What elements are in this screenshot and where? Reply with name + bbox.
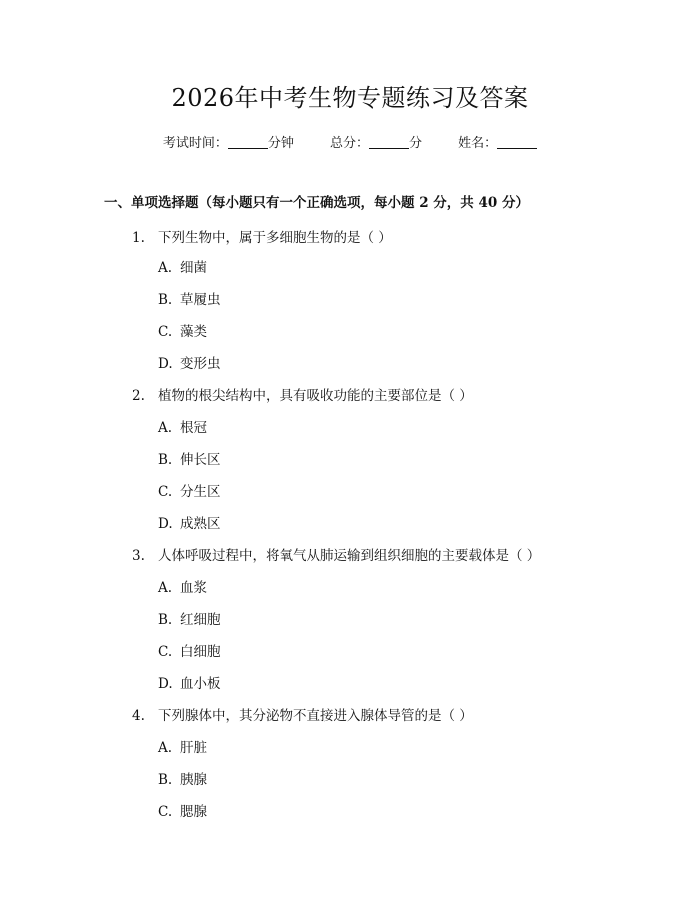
option-text: 伸长区 [180,452,221,468]
question-text: 植物的根尖结构中，具有吸收功能的主要部位是（ ） [158,388,473,404]
option-1a [158,256,207,276]
name-label: 姓名： [458,136,498,151]
option-text: 胰腺 [180,772,207,788]
option-letter: D. [158,356,173,372]
option-letter: B. [158,292,173,308]
time-unit: 分钟 [267,136,294,151]
option-text: 肝脏 [180,740,207,756]
question-number: 2. [132,388,145,404]
option-letter: C. [158,804,173,820]
option-text: 藻类 [180,324,207,340]
option-letter: A. [158,740,173,756]
option-4b [158,768,207,788]
question-2 [132,384,473,404]
option-2d [158,512,221,532]
option-letter: B. [158,772,173,788]
option-1b [158,288,221,308]
name-field [458,132,537,151]
option-3c [158,640,221,660]
option-letter: B. [158,452,173,468]
option-text: 根冠 [180,420,207,436]
option-3d [158,672,221,692]
exam-info-line [0,132,700,151]
question-text: 人体呼吸过程中，将氧气从肺运输到组织细胞的主要载体是（ ） [158,548,541,564]
option-text: 成熟区 [180,516,221,532]
page-title: 2026年中考生物专题练习及答案 [171,84,529,112]
name-blank [497,136,537,149]
option-2a [158,416,207,436]
question-4 [132,704,473,724]
option-text: 红细胞 [180,612,221,628]
score-field [330,132,422,151]
option-text: 白细胞 [180,644,221,660]
option-2c [158,480,221,500]
option-3a [158,576,207,596]
option-4c [158,800,207,820]
time-field [163,132,294,151]
option-1d [158,352,221,372]
time-blank [228,136,268,149]
question-number: 3. [132,548,145,564]
option-letter: C. [158,644,173,660]
question-3 [132,544,540,564]
section-heading: 一、单项选择题（每小题只有一个正确选项，每小题 2 分，共 40 分） [104,195,529,211]
score-unit: 分 [409,136,423,151]
question-number: 1. [132,230,145,246]
option-letter: A. [158,420,173,436]
option-text: 细菌 [180,260,207,276]
question-1 [132,226,392,246]
option-text: 腮腺 [180,804,207,820]
question-text: 下列腺体中，其分泌物不直接进入腺体导管的是（ ） [158,708,473,724]
option-text: 分生区 [180,484,221,500]
option-letter: C. [158,484,173,500]
question-number: 4. [132,708,145,724]
option-letter: A. [158,260,173,276]
option-letter: D. [158,676,173,692]
option-letter: A. [158,580,173,596]
time-label: 考试时间： [162,136,228,151]
option-letter: B. [158,612,173,628]
option-text: 血小板 [180,676,221,692]
option-letter: D. [158,516,173,532]
option-3b [158,608,221,628]
option-text: 变形虫 [180,356,221,372]
score-label: 总分： [329,136,369,151]
option-text: 草履虫 [180,292,221,308]
option-1c [158,320,207,340]
question-text: 下列生物中，属于多细胞生物的是（ ） [158,230,392,246]
option-4a [158,736,207,756]
option-2b [158,448,221,468]
score-blank [369,136,409,149]
option-text: 血浆 [180,580,207,596]
option-letter: C. [158,324,173,340]
